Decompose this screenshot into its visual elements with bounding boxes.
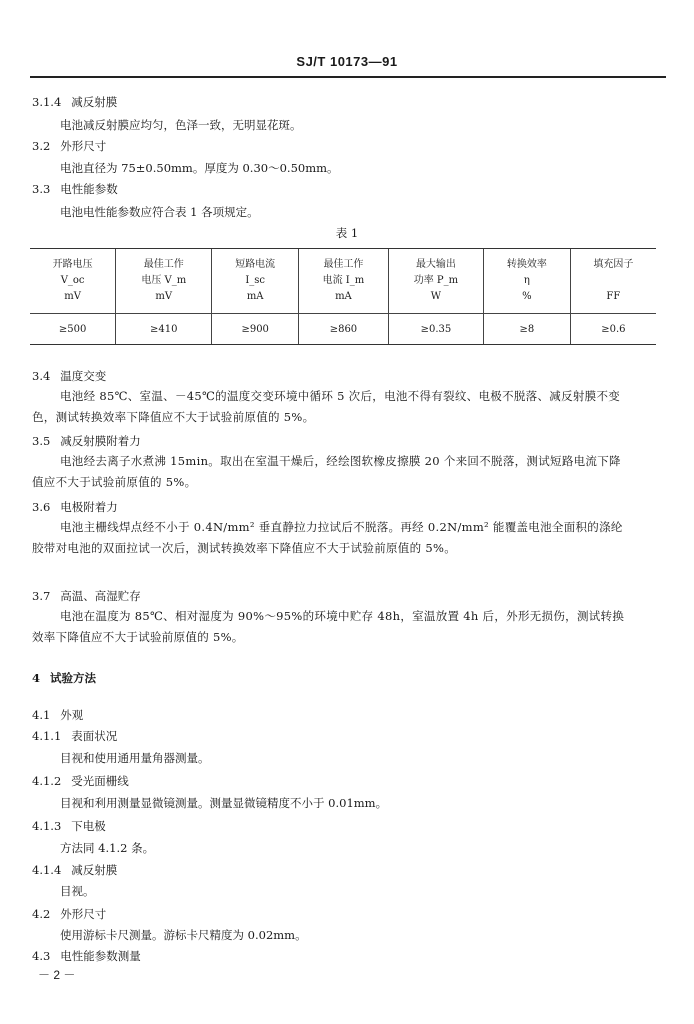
col-unit: mA: [212, 289, 299, 314]
section-heading: 3.7 高温、高湿贮存: [32, 589, 141, 603]
table-value-cell: ≥410: [116, 314, 212, 345]
section-heading: 3.3 电性能参数: [32, 182, 118, 196]
section-heading: 4.1.3 下电极: [32, 819, 106, 833]
section-body: 电池主栅线焊点经不小于 0.4N/mm² 垂直静拉力拉试后不脱落。再经 0.2N/mm² 能覆盖电池全面积的涤纶胶带对电池的双面拉试一次后，测试转换效率下降值应不大于试验前原值的 5%。: [32, 520, 623, 555]
section-body: 电池直径为 75±0.50mm。厚度为 0.30～0.50mm。: [60, 161, 339, 175]
col-unit: mA: [299, 289, 389, 314]
section-body: 方法同 4.1.2 条。: [60, 841, 155, 855]
section-heading: 3.2 外形尺寸: [32, 139, 107, 153]
header-rule: [30, 76, 666, 78]
section-heading: 4.1.4 减反射膜: [32, 863, 118, 877]
col-header-line2: I_sc: [212, 273, 299, 289]
col-unit: W: [388, 289, 483, 314]
section-body: 目视和使用通用量角器测量。: [60, 751, 210, 765]
page-number: － 2 －: [38, 968, 76, 982]
table-value-cell: ≥860: [299, 314, 389, 345]
col-unit: mV: [64, 291, 81, 302]
section-heading: 3.6 电极附着力: [32, 500, 118, 514]
table-value-cell: ≥0.6: [570, 314, 656, 345]
section-body: 目视和利用测量显微镜测量。测量显微镜精度不小于 0.01mm。: [60, 796, 388, 810]
col-header-line2: 功率 P_m: [388, 273, 483, 289]
chapter-heading: 4 试验方法: [32, 671, 97, 685]
section-body: 目视。: [60, 884, 95, 898]
section-body: 电池减反射膜应均匀，色泽一致，无明显花斑。: [60, 118, 302, 132]
table-value-cell: ≥0.35: [388, 314, 483, 345]
col-header-line1: 最佳工作: [299, 249, 389, 274]
table-value-cell: ≥8: [484, 314, 571, 345]
table-caption: 表 1: [335, 226, 359, 240]
section-heading: 4.1.1 表面状况: [32, 729, 118, 743]
section-heading: 4.1 外观: [32, 708, 84, 722]
section-body: 电池电性能参数应符合表 1 各项规定。: [60, 205, 259, 219]
section-heading: 3.4 温度交变: [32, 369, 107, 383]
section-heading: 4.1.2 受光面栅线: [32, 774, 129, 788]
col-unit: mV: [116, 289, 212, 314]
col-header-line1: 转换效率: [484, 249, 571, 274]
col-header-line1: 填充因子: [570, 249, 656, 274]
col-header-line1: 开路电压: [30, 249, 116, 274]
section-body: 电池在温度为 85℃、相对湿度为 90%～95%的环境中贮存 48h，室温放置 4h 后，外形无损伤，测试转换效率下降值应不大于试验前原值的 5%。: [32, 609, 625, 644]
section-heading: 3.5 减反射膜附着力: [32, 434, 141, 448]
col-header-line1: 最佳工作: [116, 249, 212, 274]
section-body: 使用游标卡尺测量。游标卡尺精度为 0.02mm。: [60, 928, 307, 942]
col-header-line2: 电流 I_m: [299, 273, 389, 289]
col-header-line1: 短路电流: [212, 249, 299, 274]
electrical-parameters-table: [30, 248, 656, 345]
col-unit: %: [484, 289, 571, 314]
section-heading: 4.3 电性能参数测量: [32, 949, 141, 963]
col-header-line2: 电压 V_m: [116, 273, 212, 289]
col-header-line2: V_oc: [60, 275, 85, 286]
table-value-cell: ≥900: [212, 314, 299, 345]
section-body: 电池经去离子水煮沸 15min。取出在室温干燥后，经绘图软橡皮擦膜 20 个来回不脱落，测试短路电流下降值应不大于试验前原值的 5%。: [32, 454, 621, 489]
col-header-line2: [570, 273, 656, 289]
col-header-line1: 最大输出: [388, 249, 483, 274]
section-heading: 4.2 外形尺寸: [32, 907, 107, 921]
section-heading: 3.1.4 减反射膜: [32, 95, 118, 109]
standard-code-header: SJ/T 10173—91: [296, 54, 398, 69]
col-unit: FF: [570, 289, 656, 314]
table-value-cell: ≥500: [30, 314, 116, 345]
section-body: 电池经 85℃、室温、－45℃的温度交变环境中循环 5 次后，电池不得有裂纹、电极不脱落、减反射膜不变色，测试转换效率下降值应不大于试验前原值的 5%。: [32, 389, 621, 424]
col-header-line2: η: [484, 273, 571, 289]
